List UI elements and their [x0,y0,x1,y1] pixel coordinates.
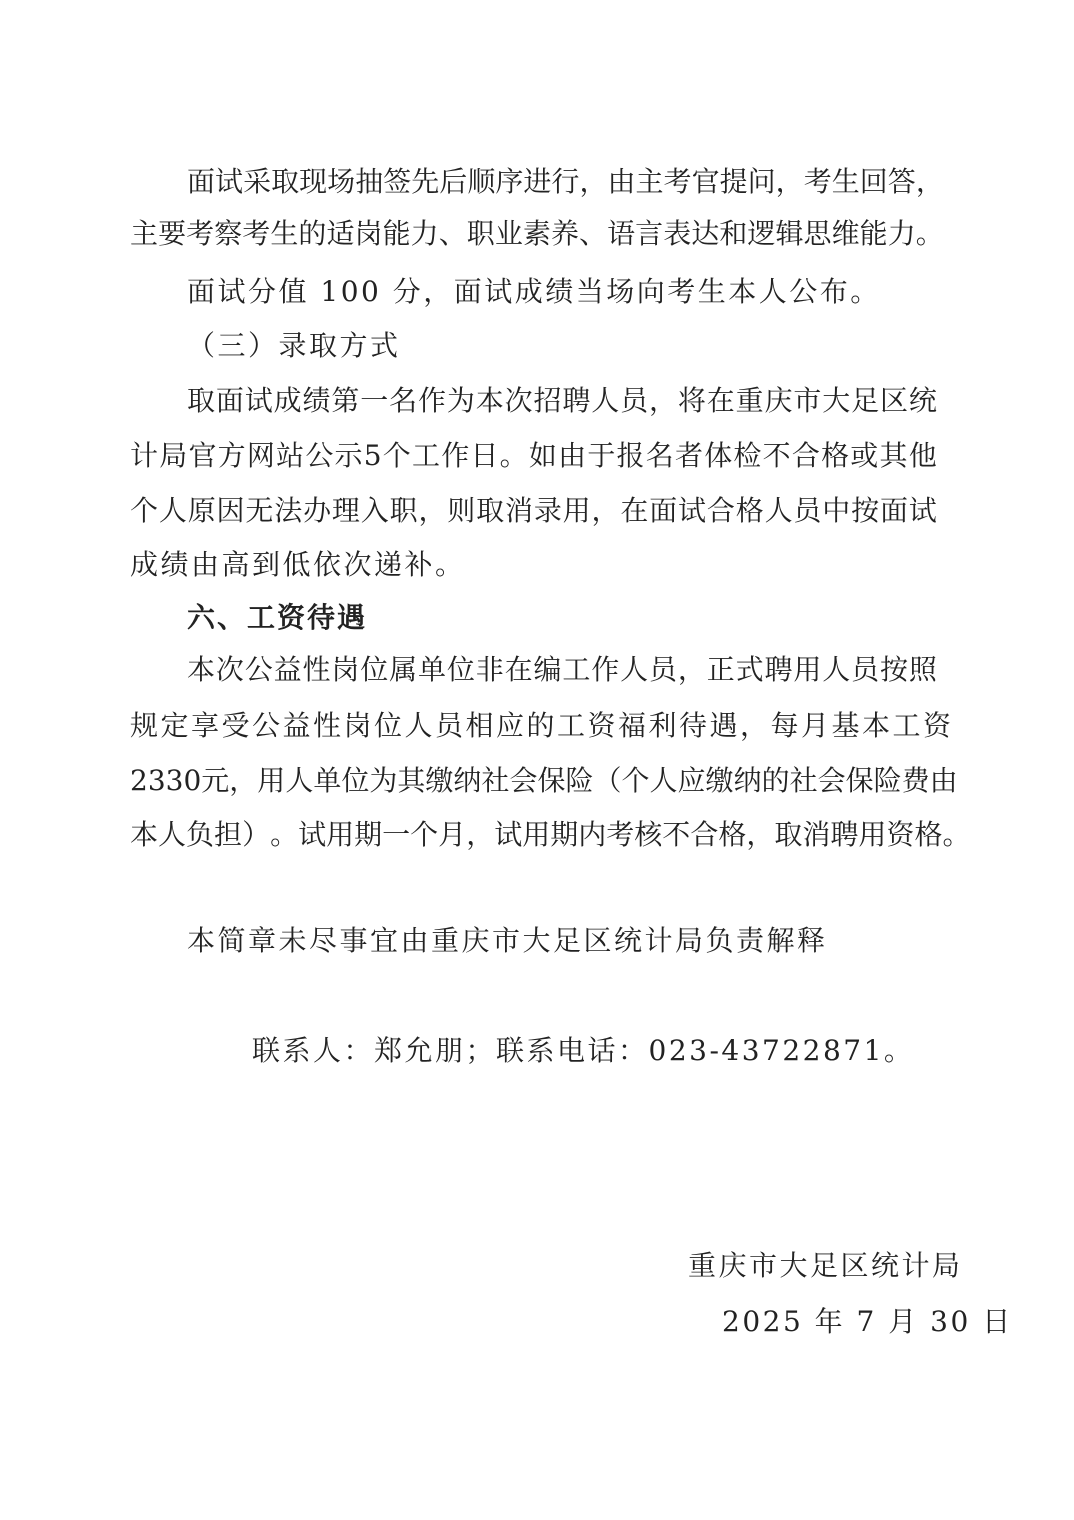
contact-info: 联系人：郑允朋；联系电话：023-43722871。 [252,1034,915,1067]
admission-heading: （三）录取方式 [187,329,401,362]
admission-para-line-1: 取 面 试 成 绩 第 一 名 作 为 本 次 招 聘 人 员 ， 将 在 重 庆 市 大 足 区 统 [187,384,937,417]
salary-heading: 六、工资待遇 [187,601,368,634]
salary-para-line-1: 本 次 公 益 性 岗 位 属 单 位 非 在 编 工 作 人 员 ， 正 式 聘 用 人 员 按 照 [187,653,937,686]
interpretation-statement: 本简章未尽事宜由重庆市大足区统计局负责解释 [187,924,828,957]
signature-date: 2025 年 7 月 30 日 [722,1305,1013,1338]
salary-para-line-4: 本 人 负 担 ） 。 试 用 期 一 个 月 ， 试 用 期 内 考 核 不 合 格 ， 取 消 聘 用 资 格 。 [130,818,971,851]
salary-para-line-2: 规定享受公益性岗位人员相应的工资福利待遇，每月基本工资 [130,709,954,742]
admission-para-line-2: 计 局 官 方 网 站 公 示 5 个 工 作 日 。 如 由 于 报 名 者 体 检 不 合 格 或 其 他 [130,439,937,472]
interview-para-line-1: 面 试 采 取 现 场 抽 签 先 后 顺 序 进 行 ， 由 主 考 官 提 问 ， 考 生 回 答 ， [187,165,944,198]
signature-org: 重庆市大足区统计局 [688,1249,963,1282]
interview-para-line-2: 主 要 考 察 考 生 的 适 岗 能 力 、 职 业 素 养 、 语 言 表 达 和 逻 辑 思 维 能 力 。 [130,217,944,250]
salary-para-line-3: 2330 元 ， 用 人 单 位 为 其 缴 纳 社 会 保 险 （ 个 人 应 缴 纳 的 社 会 保 险 费 由 [130,764,958,797]
score-para: 面试分值 100 分，面试成绩当场向考生本人公布。 [187,275,881,308]
admission-para-line-4: 成绩由高到低依次递补。 [130,548,466,581]
admission-para-line-3: 个 人 原 因 无 法 办 理 入 职 ， 则 取 消 录 用 ， 在 面 试 合 格 人 员 中 按 面 试 [130,494,937,527]
